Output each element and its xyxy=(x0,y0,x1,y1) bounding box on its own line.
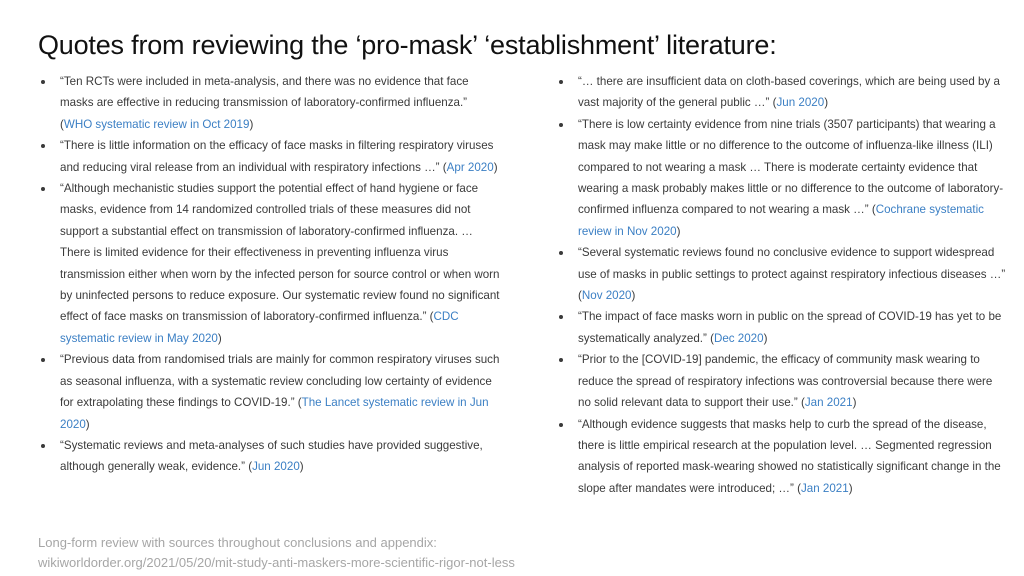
footer-note xyxy=(38,533,515,573)
quote-item xyxy=(38,435,500,478)
quote-item xyxy=(556,306,1006,349)
bullet-icon xyxy=(559,315,563,319)
quote-close-paren: ) xyxy=(763,331,768,345)
quote-item xyxy=(38,349,500,435)
bullet-icon xyxy=(559,80,563,84)
source-link[interactable]: Apr 2020 xyxy=(446,160,494,174)
quote-close-paren: ) xyxy=(249,117,254,131)
quote-text: “There is low certainty evidence from nine trials (3507 participants) that wearing a mask may make little or no difference to the outcome of influenza-like illness (ILI) compared to not wearing a mask … There is moderate certainty evidence that wearing a mask probably makes little or no difference to the outcome of laboratory-confirmed influenza compared to not wearing a mask …” ( xyxy=(578,117,1004,217)
quote-item xyxy=(556,114,1006,242)
quote-close-paren: ) xyxy=(852,396,857,410)
quote-item xyxy=(38,135,500,178)
quote-item xyxy=(38,178,500,349)
quote-text: “Systematic reviews and meta-analyses of such studies have provided suggestive, although generally weak, evidence.” ( xyxy=(60,438,483,474)
quote-close-paren: ) xyxy=(217,331,222,345)
source-link[interactable]: Jan 2021 xyxy=(800,481,849,495)
quote-close-paren: ) xyxy=(848,481,853,495)
source-link[interactable]: Jun 2020 xyxy=(776,96,825,110)
bullet-icon xyxy=(41,358,45,362)
quote-close-paren: ) xyxy=(676,224,681,238)
slide-title: Quotes from reviewing the ‘pro-mask’ ‘establishment’ literature: xyxy=(38,30,777,60)
quote-text: “Previous data from randomised trials are mainly for common respiratory viruses such as seasonal influenza, with a systematic review concluding low certainty of evidence for extrapolating these findings to COVID-19.” ( xyxy=(60,353,500,410)
footer-caption: Long-form review with sources throughout conclusions and appendix: xyxy=(38,535,437,550)
quote-close-paren: ) xyxy=(299,460,304,474)
source-link[interactable]: Nov 2020 xyxy=(581,289,632,303)
quote-text: “Ten RCTs were included in meta-analysis, and there was no evidence that face masks are effective in reducing transmission of laboratory-confirmed influenza.” ( xyxy=(60,75,469,131)
quote-close-paren: ) xyxy=(631,289,636,303)
quote-text: “Prior to the [COVID-19] pandemic, the efficacy of community mask wearing to reduce the spread of respiratory infections was controversial because there were no solid relevant data to support their use.” ( xyxy=(578,353,993,410)
quote-item xyxy=(38,71,500,135)
source-link[interactable]: Dec 2020 xyxy=(713,331,764,345)
quote-item xyxy=(556,242,1006,306)
quote-close-paren: ) xyxy=(824,96,829,110)
source-link[interactable]: The Lancet systematic review in Jun 2020 xyxy=(60,396,489,431)
bullet-icon xyxy=(41,80,45,84)
quote-item xyxy=(556,71,1006,114)
quote-text: “Several systematic reviews found no conclusive evidence to support widespread use of masks in public settings to protect against respiratory infectious diseases …” ( xyxy=(578,246,1006,303)
quote-text: “The impact of face masks worn in public on the spread of COVID-19 has yet to be systematically analyzed.” ( xyxy=(578,310,1002,345)
bullet-icon xyxy=(559,123,563,127)
source-link[interactable]: Jun 2020 xyxy=(252,460,300,474)
bullet-icon xyxy=(559,251,563,255)
quote-item xyxy=(556,414,1006,500)
quote-close-paren: ) xyxy=(85,417,90,431)
bullet-icon xyxy=(41,444,45,448)
quote-text: “… there are insufficient data on cloth-based coverings, which are being used by a vast majority of the general public …” ( xyxy=(578,75,1000,110)
right-quote-list xyxy=(556,71,1006,499)
quote-text: “Although evidence suggests that masks help to curb the spread of the disease, there is little empirical research at the population level. … Segmented regression analysis of reported mask-wearing showed no statistically significant change in the slope after mandates were introduced; …” ( xyxy=(578,417,1001,495)
source-link[interactable]: Cochrane systematic review in Nov 2020 xyxy=(578,203,984,238)
quote-text: “Although mechanistic studies support the potential effect of hand hygiene or face masks, evidence from 14 randomized controlled trials of these measures did not support a substantial effect on transmission of laboratory-confirmed influenza. … There is limited evidence for their effectiveness in preventing influenza virus transmission either when worn by the infected person for source control or when worn by uninfected persons to reduce exposure. Our systematic review found no significant effect of face masks on transmission of laboratory-confirmed influenza.” ( xyxy=(60,182,500,324)
bullet-icon xyxy=(559,423,563,427)
bullet-icon xyxy=(41,187,45,191)
source-link[interactable]: CDC systematic review in May 2020 xyxy=(60,310,459,345)
quote-close-paren: ) xyxy=(493,160,498,174)
bullet-icon xyxy=(559,358,563,362)
left-quote-list xyxy=(38,71,500,478)
quote-item xyxy=(556,349,1006,413)
bullet-icon xyxy=(41,144,45,148)
quote-text: “There is little information on the efficacy of face masks in filtering respiratory viruses and reducing viral release from an individual with respiratory infections …” ( xyxy=(60,139,494,174)
source-link[interactable]: Jan 2021 xyxy=(804,396,853,410)
footer-url[interactable]: wikiworldorder.org/2021/05/20/mit-study-anti-maskers-more-scientific-rigor-not-less xyxy=(38,555,515,570)
source-link[interactable]: WHO systematic review in Oct 2019 xyxy=(63,117,250,131)
